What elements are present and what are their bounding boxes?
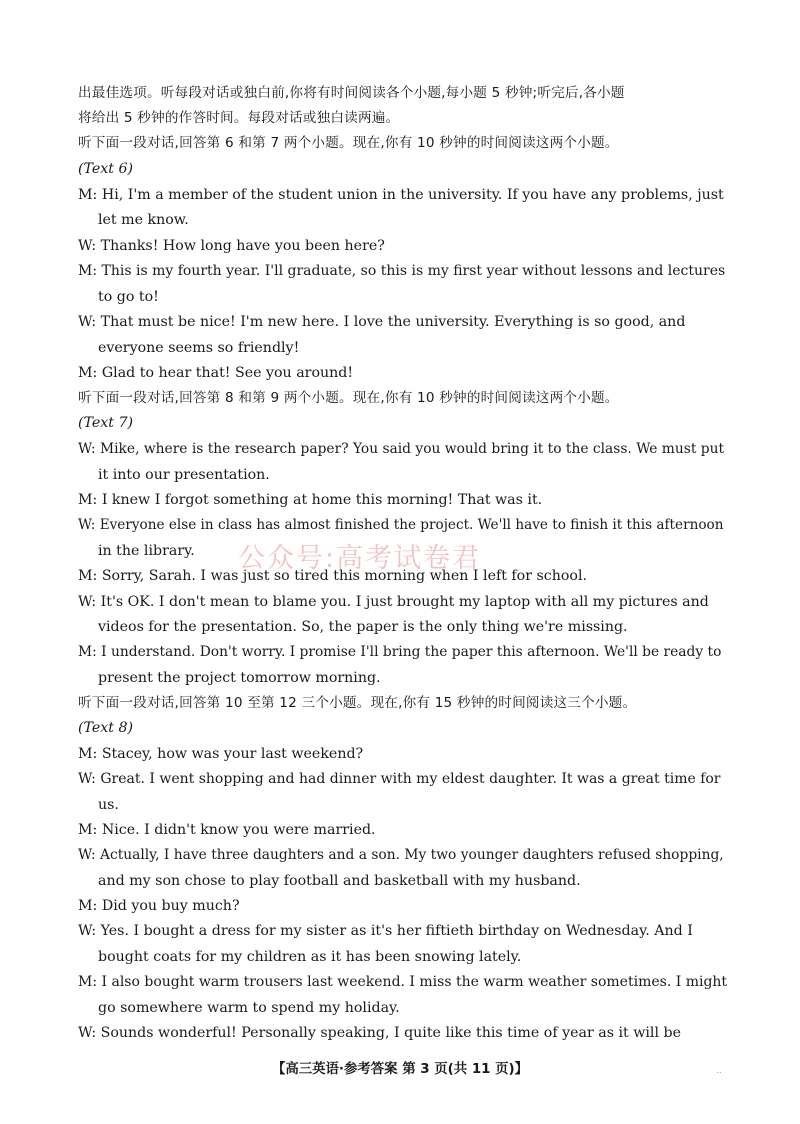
dialogue-line: W: Everyone else in class has almost finished the project. We'll have to finish it this afternoon [78, 517, 724, 533]
dialogue-line: it into our presentation. [98, 467, 270, 483]
dialogue-line: W: Great. I went shopping and had dinner with my eldest daughter. It was a great time for [78, 771, 721, 787]
instruction-line: 出最佳选项。听每段对话或独白前,你将有时间阅读各个小题,每小题 5 秒钟;听完后,各小题 [78, 85, 625, 101]
dialogue-line: go somewhere warm to spend my holiday. [98, 1000, 400, 1016]
dialogue-line: W: Sounds wonderful! Personally speaking, I quite like this time of year as it will be [78, 1025, 681, 1041]
dialogue-line: M: I knew I forgot something at home this morning! That was it. [78, 492, 543, 508]
dialogue-line: in the library. [98, 543, 195, 559]
dialogue-line: M: Hi, I'm a member of the student union in the university. If you have any problems, just [78, 187, 724, 203]
text-label: (Text 8) [78, 720, 134, 736]
dialogue-line: M: I understand. Don't worry. I promise I'll bring the paper this afternoon. We'll be ready to [78, 644, 722, 660]
section-instruction: 听下面一段对话,回答第 6 和第 7 两个小题。现在,你有 10 秒钟的时间阅读这两个小题。 [78, 135, 619, 151]
page-footer: 【高三英语·参考答案 第 3 页(共 11 页)】 [271, 1062, 529, 1077]
text-label: (Text 7) [78, 415, 134, 431]
dialogue-line: W: Yes. I bought a dress for my sister as it's her fiftieth birthday on Wednesday. And I [78, 923, 693, 939]
dialogue-line: M: This is my fourth year. I'll graduate, so this is my first year without lessons and lectures [78, 263, 726, 279]
dialogue-line: us. [98, 797, 119, 813]
dialogue-line: present the project tomorrow morning. [98, 670, 381, 686]
dialogue-line: M: Sorry, Sarah. I was just so tired this morning when I left for school. [78, 568, 588, 584]
dialogue-line: videos for the presentation. So, the paper is the only thing we're missing. [98, 619, 628, 635]
section-instruction: 听下面一段对话,回答第 8 和第 9 两个小题。现在,你有 10 秒钟的时间阅读这两个小题。 [78, 390, 619, 406]
dialogue-line: M: Stacey, how was your last weekend? [78, 746, 364, 762]
dialogue-line: W: Mike, where is the research paper? You said you would bring it to the class. We must put [78, 441, 725, 457]
dialogue-line: W: That must be nice! I'm new here. I love the university. Everything is so good, and [78, 314, 686, 330]
instruction-line: 将给出 5 秒钟的作答时间。每段对话或独白读两遍。 [78, 110, 400, 126]
dialogue-line: M: Glad to hear that! See you around! [78, 365, 354, 381]
dialogue-line: M: I also bought warm trousers last weekend. I miss the warm weather sometimes. I might [78, 974, 728, 990]
dialogue-line: W: Actually, I have three daughters and a son. My two younger daughters refused shopping, [78, 847, 724, 863]
dialogue-line: let me know. [98, 212, 189, 228]
dialogue-line: M: Did you buy much? [78, 898, 240, 914]
dialogue-line: and my son chose to play football and basketball with my husband. [98, 873, 581, 889]
dialogue-line: bought coats for my children as it has been snowing lately. [98, 949, 522, 965]
dialogue-line: everyone seems so friendly! [98, 340, 300, 356]
watermark: 公众号:高考试卷君 [238, 543, 482, 574]
section-instruction: 听下面一段对话,回答第 10 至第 12 三个小题。现在,你有 15 秒钟的时间阅读这三个小题。 [78, 695, 637, 711]
dialogue-line: to go to! [98, 289, 159, 305]
dialogue-line: W: It's OK. I don't mean to blame you. I just brought my laptop with all my pictures and [78, 594, 709, 610]
dialogue-line: W: Thanks! How long have you been here? [78, 238, 385, 254]
corner-mark: .. [716, 1066, 722, 1076]
dialogue-line: M: Nice. I didn't know you were married. [78, 822, 376, 838]
text-label: (Text 6) [78, 161, 134, 177]
